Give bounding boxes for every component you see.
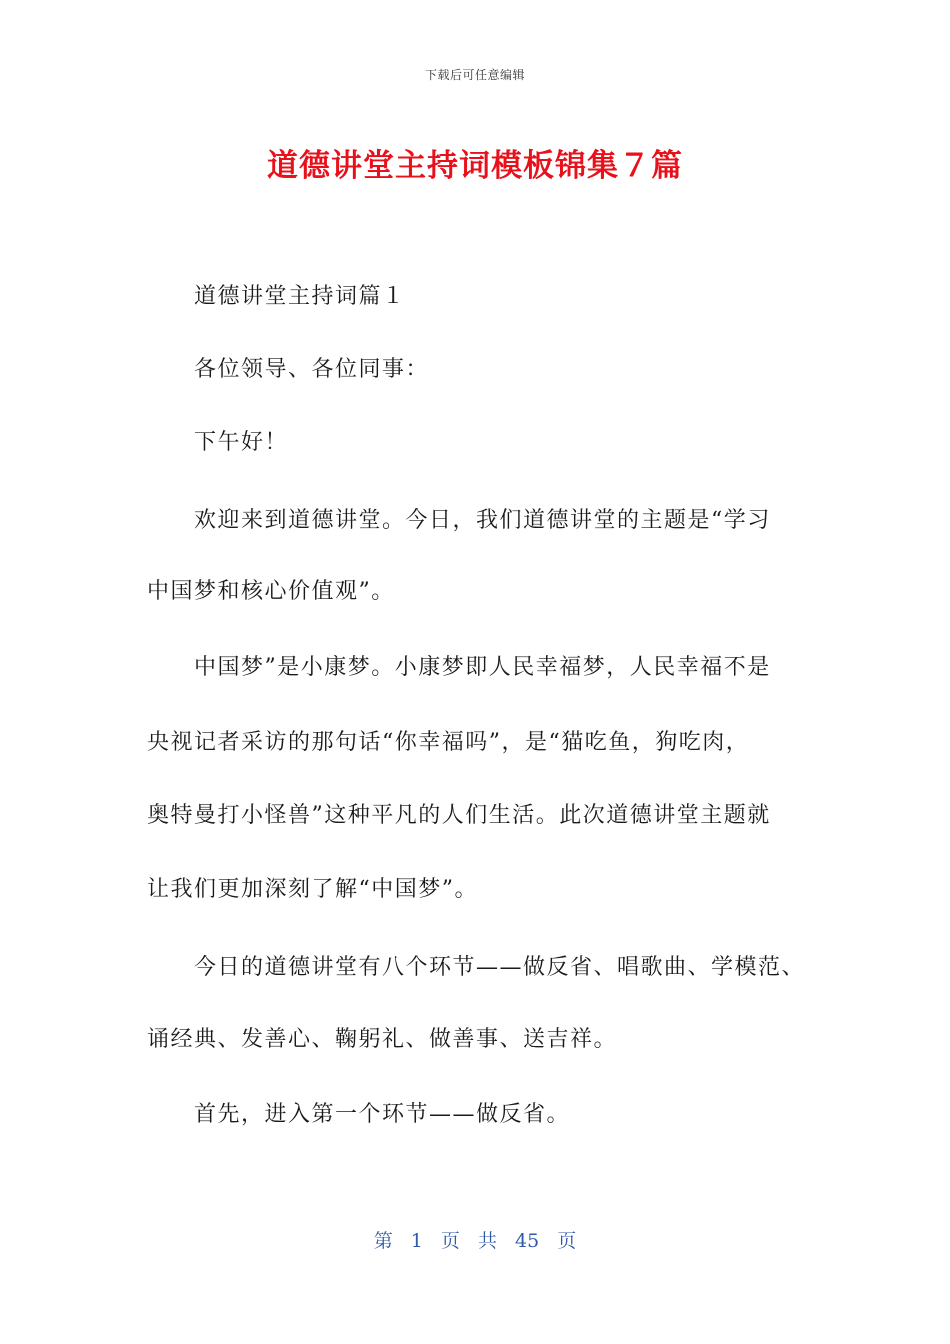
footer-total-pages: 45 [515, 1230, 540, 1252]
paragraph-line: 中国梦和核心价值观”。 [147, 579, 395, 604]
document-title: 道德讲堂主持词模板锦集７篇 [267, 148, 683, 184]
paragraph-line: 诵经典、发善心、鞠躬礼、做善事、送吉祥。 [147, 1027, 618, 1052]
paragraph-line: 道德讲堂主持词篇１ [194, 284, 406, 309]
paragraph-line: 今日的道德讲堂有八个环节——做反省、唱歌曲、学模范、 [194, 955, 806, 980]
header-note: 下载后可任意编辑 [424, 68, 525, 82]
paragraph-line: 下午好！ [194, 430, 289, 455]
paragraph-line: 首先，进入第一个环节——做反省。 [194, 1102, 571, 1127]
footer-page-number: 1 [410, 1230, 423, 1252]
paragraph-line: 欢迎来到道德讲堂。今日，我们道德讲堂的主题是“学习 [194, 508, 771, 533]
footer-page-unit: 页 [440, 1230, 460, 1252]
footer-total-label: 共 [477, 1230, 497, 1252]
paragraph-line: 各位领导、各位同事： [194, 357, 430, 382]
footer-prefix: 第 [373, 1230, 393, 1252]
footer-total-unit: 页 [557, 1230, 577, 1252]
paragraph-line: 让我们更加深刻了解“中国梦”。 [147, 877, 478, 902]
paragraph-line: 奥特曼打小怪兽”这种平凡的人们生活。此次道德讲堂主题就 [147, 803, 771, 828]
paragraph-line: 中国梦”是小康梦。小康梦即人民幸福梦，人民幸福不是 [194, 655, 771, 680]
page-footer [0, 1226, 950, 1253]
paragraph-line: 央视记者采访的那句话“你幸福吗”，是“猫吃鱼，狗吃肉， [147, 730, 750, 755]
